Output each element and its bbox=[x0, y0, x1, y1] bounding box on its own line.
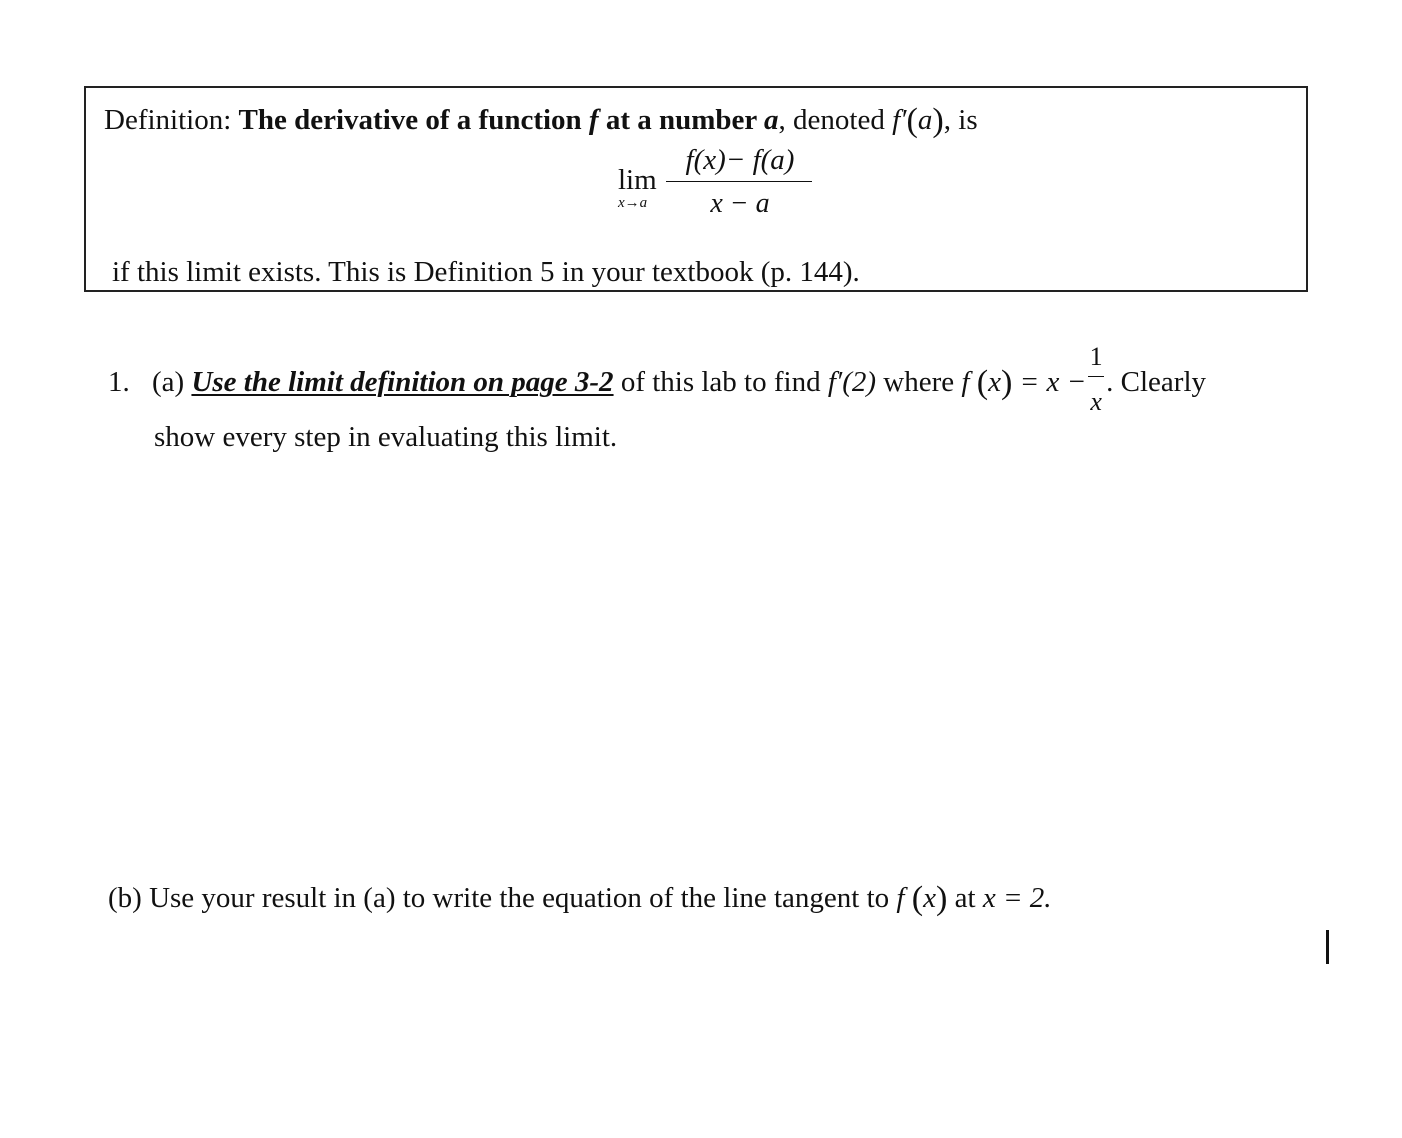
part-b-text-1: (b) Use your result in (a) to write the equation of the line tangent to bbox=[108, 882, 897, 914]
inline-fraction-bar bbox=[1088, 376, 1104, 377]
part-b-f: f bbox=[896, 882, 905, 914]
fraction-bar bbox=[666, 181, 812, 182]
definition-f-prime: f′ bbox=[892, 104, 907, 136]
question-number: 1. bbox=[108, 366, 130, 398]
definition-suffix: , is bbox=[943, 104, 978, 136]
question-1a-line-1: 1. (a) Use the limit definition on page 3-2 of this lab to find f′(2) where f (x) = x − $\frac{1}{x}$ . Clearly bbox=[108, 342, 1207, 416]
definition-bold-text-2: at a number bbox=[598, 104, 765, 136]
definition-denoted: , denoted bbox=[778, 104, 893, 136]
limit-denominator: x − a bbox=[710, 188, 770, 219]
part-a-text-3: . Clearly bbox=[1106, 366, 1207, 398]
part-a-text-2: where bbox=[876, 366, 962, 398]
definition-box bbox=[84, 86, 1308, 292]
definition-arg: a bbox=[917, 104, 933, 136]
part-b-condition: x = 2. bbox=[982, 882, 1052, 914]
question-1b-line: (b) Use your result in (a) to write the equation of the line tangent to f (x) at x = 2. bbox=[108, 880, 1052, 918]
definition-line: Definition: The derivative of a function f at a number a, denoted f′(a), is bbox=[104, 102, 978, 140]
part-b-text-2: at bbox=[947, 882, 983, 914]
part-a-label: (a) bbox=[152, 366, 192, 398]
definition-f: f bbox=[588, 104, 599, 136]
inline-fraction-numerator: 1 bbox=[1089, 342, 1103, 371]
f-prime-2: f′(2) bbox=[827, 366, 877, 398]
inline-fraction bbox=[1086, 342, 1106, 416]
definition-bold-text: The derivative of a function bbox=[238, 104, 589, 136]
function-arg: x bbox=[988, 366, 1001, 398]
part-b-arg: x bbox=[923, 882, 937, 914]
function-rhs: = x − bbox=[1012, 366, 1087, 398]
lim-word: lim bbox=[618, 164, 657, 196]
function-lhs: f bbox=[961, 366, 970, 398]
definition-prefix: Definition: bbox=[104, 104, 239, 136]
text-cursor bbox=[1326, 930, 1329, 964]
limit-numerator: f(x)− f(a) bbox=[685, 144, 795, 176]
lim-subscript: x→a bbox=[618, 195, 648, 211]
limit-definition-link[interactable]: Use the limit definition on page 3-2 bbox=[191, 366, 614, 398]
part-a-text-1: of this lab to find bbox=[613, 366, 828, 398]
inline-fraction-denominator: x bbox=[1090, 387, 1102, 416]
question-1a-line-2: show every step in evaluating this limit. bbox=[154, 421, 618, 453]
definition-a: a bbox=[764, 104, 779, 136]
limit-expression bbox=[618, 144, 818, 219]
definition-exists-text: if this limit exists. This is Definition 5 in your textbook (p. 144). bbox=[112, 256, 860, 288]
